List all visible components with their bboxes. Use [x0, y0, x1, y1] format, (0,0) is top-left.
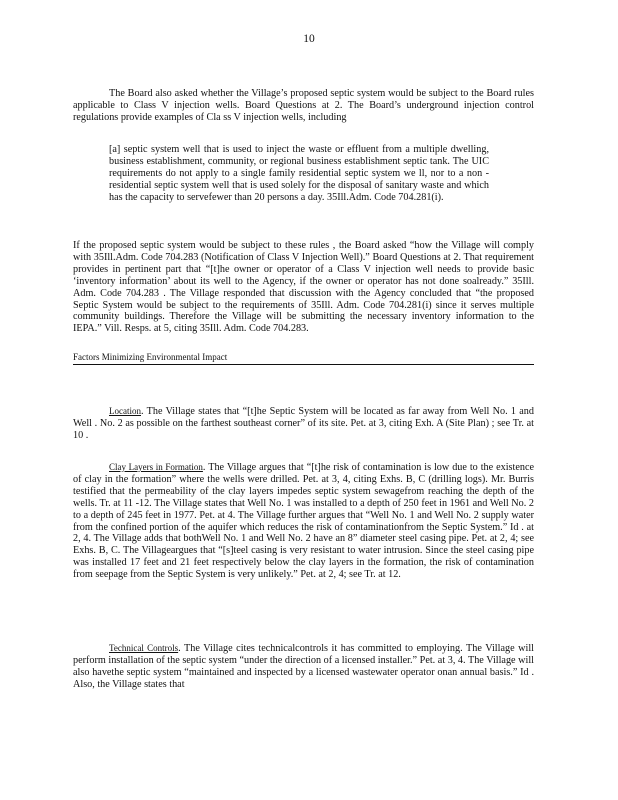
block-quote-regulation: [a] septic system well that is used to inject the waste or effluent from a multiple dwelling, business establishment, community, or regional business establishment septic tank. The UIC requirements do not apply to a single family residential septic system we ll, nor to a non -residential septic system well that is used solely for the disposal of sanitary waste and which has the capacity to servefewer than 20 persons a day. 35Ill.Adm. Code 704.281(i).	[109, 144, 489, 203]
paragraph-notification: If the proposed septic system would be subject to these rules , the Board asked “how the Village will comply with 35Ill.Adm. Code 704.283 (Notification of Class V Injection Well).” Board Questions at 2. That requirement provides in pertinent part that “[t]he owner or operator of a Class V injection well needs to provide basic ‘inventory information’ about its well to the Agency, if the owner or operator has not done soalready.” 35Ill. Adm. Code 704.283 . The Village responded that discussion with the Agency concluded that “the proposed Septic System would be subject to the requirements of 35Ill. Adm. Code 704.281(i) since it serves multiple community buildings. Therefore the Village will be submitting the necessary inventory information to the IEPA.” Vill. Resps. at 5, citing 35Ill. Adm. Code 704.283.	[73, 240, 534, 335]
paragraph-technical-controls	[73, 643, 534, 691]
clay-label: Clay Layers in Formation	[109, 462, 203, 472]
tech-label: Technical Controls	[109, 643, 179, 653]
tech-text: . The Village cites technicalcontrols it has committed to employing. The Village will perform installation of the septic system “under the direction of a licensed installer.” Pet. at 3, 4. The Village will also havethe septic system “maintained and inspected by a licensed wastewater operator onan annual basis.” Id . Also, the Village states that	[73, 643, 534, 690]
location-label: Location	[109, 406, 141, 416]
clay-text: . The Village argues that “[t]he risk of contamination is low due to the existence of clay in the formation” where the wells were drilled. Pet. at 3, 4, citing Exhs. B, C (drilling logs). Mr. Burris testified that the permeability of the clay layers impedes septic system sewagefrom reaching the depth of the wells. Tr. at 11 -12. The Village states that Well No. 1 was installed to a depth of 250 feet in 1961 and Well No. 2 to a depth of 245 feet in 1977. Pet. at 4. The Village further argues that “Well No. 1 and Well No. 2 supply water from the confined portion of the aquifer which reduces the risk of contaminationfrom the Septic System.” Id . at 2, 4. The Village adds that bothWell No. 1 and Well No. 2 have an 8” diameter steel casing pipe. Pet. at 2, 4; see Exhs. B, C. The Villageargues that “[s]teel casing is very resistant to water intrusion. Since the steel casing pipe was installed 17 feet and 21 feet respectively below the clay layers in the formation, the risk of contamination from seepage from the Septic System is very unlikely.” Pet. at 2, 4; see Tr. at 12.	[73, 462, 534, 581]
paragraph-clay-layers	[73, 462, 534, 581]
paragraph-class-v-question: The Board also asked whether the Village’s proposed septic system would be subject to the Board rules applicable to Class V injection wells. Board Questions at 2. The Board’s underground injection control regulations provide examples of Cla ss V injection wells, including	[73, 88, 534, 123]
page-number: 10	[303, 33, 315, 45]
paragraph-location	[73, 406, 534, 442]
section-heading: Factors Minimizing Environmental Impact	[73, 352, 534, 365]
location-text: . The Village states that “[t]he Septic System will be located as far away from Well No. 1 and Well . No. 2 as possible on the farthest southeast corner” of its site. Pet. at 3, citing Exh. A (Site Plan) ; see Tr. at 10 .	[73, 406, 534, 441]
